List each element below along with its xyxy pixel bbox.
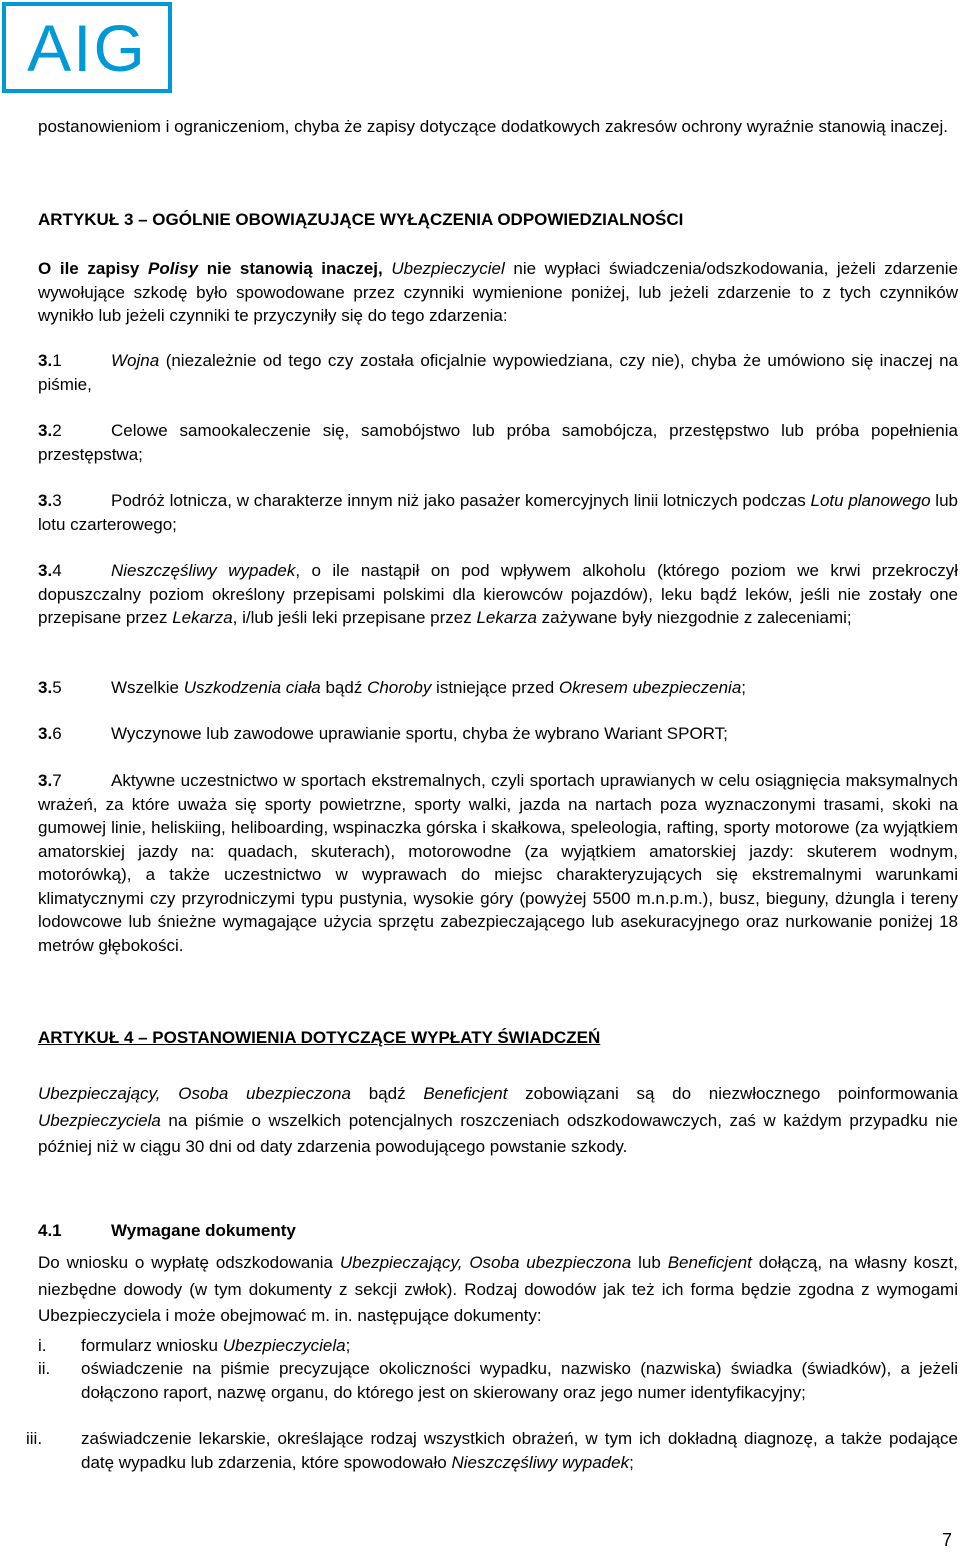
document-list-item-1 [38, 1334, 958, 1358]
item-number: 3.1 [38, 351, 62, 370]
item-number: 3.2 [38, 421, 62, 440]
exclusion-3-1 [38, 349, 958, 396]
art3-p-a: O ile zapisy [38, 259, 148, 278]
item-text: Aktywne uczestnictwo w sportach ekstremalnych, czyli sportach uprawianych w celu osiągnięcia maksymalnych wrażeń, za które uważa się sporty powietrzne, sporty walki, jazda na nartach poza wyznaczonymi trasami, skoki na gumowej linie, heliskiing, heliboarding, wspinaczka górska i skałkowa, speleologia, rafting, sporty motorowe (za wyjątkiem amatorskiej jazdy na: quadach, skuterach), motorowodne (za wyjątkiem amatorskiej jazdy: skuterem wodnym, motorówką), a także uczestnictwo w wyprawach do miejsc charakteryzujących się ekstremalnymi warunkami klimatycznymi czy przyrodniczymi typu pustynia, wysokie góry (powyżej 5500 m.n.p.m.), busz, bieguny, dżungla i tereny lodowcowe lub śnieżne wymagające użycia sprzętu zabezpieczającego lub asekuracyjnego oraz nurkowanie poniżej 18 metrów głębokości. [38, 771, 958, 955]
list-text: oświadczenie na piśmie precyzujące okoliczności wypadku, nazwisko (nazwiska) świadka (świadków), a jeżeli dołączono raport, nazwę organu, do którego jest on skierowany oraz jego numer identyfikacyjny; [81, 1359, 958, 1402]
list-marker: i. [38, 1336, 47, 1355]
item-number: 3.5 [38, 678, 62, 697]
item-text: , i/lub jeśli leki przepisane przez [232, 608, 477, 627]
exclusion-3-3 [38, 489, 958, 536]
exclusion-3-5: 3.5 Wszelkie Uszkodzenia ciała bądź Choroby istniejące przed Okresem ubezpieczenia; [38, 676, 958, 700]
item-text: (niezależnie od tego czy została oficjalnie wypowiedziana, czy nie), chyba że umówiono się inaczej na piśmie, [38, 351, 958, 394]
document-list-item-2 [38, 1357, 958, 1404]
section-4-1-paragraph: Do wniosku o wypłatę odszkodowania Ubezpieczający, Osoba ubezpieczona lub Beneficjent dołączą, na własny koszt, niezbędne dowody (w tym dokumenty z sekcji zwłok). Rodzaj dowodów jak też ich forma będzie zgodna z wymogami Ubezpieczyciela i może obejmować m. in. następujące dokumenty: [38, 1253, 958, 1325]
list-text: zaświadczenie lekarskie, określające rodzaj wszystkich obrażeń, w tym ich dokładną diagnozę, a także podające datę wypadku lub zdarzenia, które spowodowało Nieszczęśliwy wypadek; [81, 1429, 958, 1472]
item-text: Podróż lotnicza, w charakterze innym niż jako pasażer komercyjnych linii lotniczych podczas [111, 491, 811, 510]
list-text: formularz wniosku Ubezpieczyciela; [81, 1336, 351, 1355]
item-text-italic: Wojna [111, 351, 160, 370]
list-marker: ii. [38, 1359, 51, 1378]
item-text: zażywane były niezgodnie z zaleceniami; [536, 608, 852, 627]
intro-paragraph: postanowieniom i ograniczeniom, chyba że zapisy dotyczące dodatkowych zakresów ochrony wyraźnie stanowią inaczej. [38, 117, 948, 136]
section-title: Wymagane dokumenty [111, 1221, 296, 1240]
item-number: 3.4 [38, 561, 62, 580]
item-number: 3.3 [38, 491, 62, 510]
exclusion-3-7 [38, 769, 958, 957]
page-number: 7 [941, 1530, 952, 1550]
list-marker: iii. [26, 1429, 43, 1448]
section-number: 4.1 [38, 1221, 62, 1240]
exclusion-3-4 [38, 559, 958, 630]
item-text: , o ile nastąpił on pod wpływem alkoholu (którego poziom we krwi przekroczył dopuszczalny poziom określony przepisami polskimi dla kierowców pojazdów), leku bądź leków, jeśli nie zostały one przepisane przez [38, 561, 958, 627]
item-text-italic: Nieszczęśliwy wypadek [111, 561, 296, 580]
art3-p-c: nie stanowią inaczej, [198, 259, 392, 278]
logo-text: AIG [27, 10, 147, 85]
item-text: Wyczynowe lub zawodowe uprawianie sportu, chyba że wybrano Wariant SPORT; [111, 724, 728, 743]
article-4-heading: ARTYKUŁ 4 – POSTANOWIENIA DOTYCZĄCE WYPŁATY ŚWIADCZEŃ [38, 1028, 601, 1047]
item-text-italic: Lotu planowego [810, 491, 931, 510]
item-text: lub lotu czarterowego; [38, 491, 958, 534]
item-text: Celowe samookaleczenie się, samobójstwo lub próba samobójcza, przestępstwo lub próba popełnienia przestępstwa; [38, 421, 958, 464]
art3-p-d: Ubezpieczyciel [391, 259, 505, 278]
article-3-paragraph [38, 257, 958, 328]
item-number: 3.6 [38, 724, 62, 743]
item-number: 3.7 [38, 771, 62, 790]
article-4-paragraph: Ubezpieczający, Osoba ubezpieczona bądź Beneficjent zobowiązani są do niezwłocznego poinformowania Ubezpieczyciela na piśmie o wszelkich potencjalnych roszczeniach odszkodowawczych, zaś w każdym przypadku nie później niż w ciągu 30 dni od daty zdarzenia powodującego powstanie szkody. [38, 1084, 959, 1156]
document-list-item-3 [26, 1427, 958, 1474]
section-4-1-heading [38, 1219, 958, 1243]
exclusion-3-6 [38, 722, 958, 746]
exclusion-3-2 [38, 419, 958, 466]
article-3-heading: ARTYKUŁ 3 – OGÓLNIE OBOWIĄZUJĄCE WYŁĄCZENIA ODPOWIEDZIALNOŚCI [38, 210, 684, 229]
item-text-italic: Lekarza [172, 608, 233, 627]
item-text-italic: Lekarza [476, 608, 537, 627]
art3-p-b: Polisy [148, 259, 199, 278]
art3-p-e: nie wypłaci świadczenia/odszkodowania, jeżeli zdarzenie wywołujące szkodę było spowodowane przez czynniki wymienione poniżej, lub jeżeli zdarzenie to z tych czynników wynikło lub jeżeli czynniki te przyczyniły się do tego zdarzenia: [38, 259, 959, 325]
aig-logo [2, 2, 172, 93]
